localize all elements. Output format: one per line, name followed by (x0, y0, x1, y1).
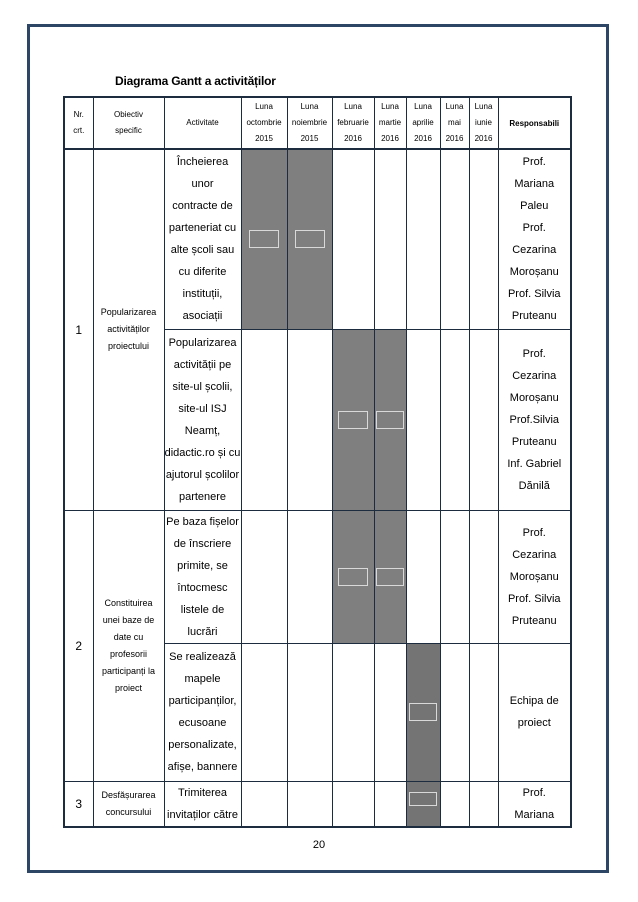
empty-month-cell (406, 329, 440, 510)
empty-month-cell (469, 329, 498, 510)
empty-month-cell (287, 643, 332, 781)
empty-month-cell (241, 510, 287, 643)
bar-marker (409, 703, 437, 721)
header-month-feb-2016: Luna februarie 2016 (332, 97, 374, 149)
activity-cell: Încheierea unor contracte de parteneriat cu alte școli sau cu diferite instituții, asociații (164, 149, 241, 329)
header-nr: Nr. crt. (64, 97, 93, 149)
empty-month-cell (241, 329, 287, 510)
bar-marker (409, 792, 437, 806)
empty-month-cell (374, 149, 406, 329)
responsible-cell: Prof. Cezarina Moroșanu Prof. Silvia Pruteanu (498, 510, 571, 643)
empty-month-cell (469, 643, 498, 781)
header-month-nov-2015: Luna noiembrie 2015 (287, 97, 332, 149)
responsible-cell: Prof. Cezarina Moroșanu Prof.Silvia Pruteanu Inf. Gabriel Dănilă (498, 329, 571, 510)
activity-cell: Se realizează mapele participanților, ecusoane personalizate, afișe, bannere (164, 643, 241, 781)
empty-month-cell (440, 643, 469, 781)
bar-marker (249, 230, 279, 248)
objective-cell: Constituirea unei baze de date cu profesorii participanți la proiect (93, 510, 164, 781)
header-objective: Obiectiv specific (93, 97, 164, 149)
empty-month-cell (406, 510, 440, 643)
bar-marker (295, 230, 325, 248)
responsible-cell: Prof. Mariana Paleu Prof. Cezarina Moroșanu Prof. Silvia Pruteanu (498, 149, 571, 329)
activity-cell: Trimiterea invitaților către (164, 781, 241, 827)
gantt-bar-mar-2016 (374, 329, 406, 510)
empty-month-cell (287, 510, 332, 643)
empty-month-cell (469, 781, 498, 827)
gantt-bar-mar-2016 (374, 510, 406, 643)
empty-month-cell (241, 643, 287, 781)
empty-month-cell (440, 329, 469, 510)
bar-marker (376, 411, 404, 429)
empty-month-cell (469, 510, 498, 643)
header-month-may-2016: Luna mai 2016 (440, 97, 469, 149)
empty-month-cell (440, 510, 469, 643)
empty-month-cell (469, 149, 498, 329)
gantt-table (63, 96, 572, 828)
gantt-bar-nov-2015 (287, 149, 332, 329)
empty-month-cell (406, 149, 440, 329)
header-activity: Activitate (164, 97, 241, 149)
chart-title: Diagrama Gantt a activităților (115, 74, 276, 88)
empty-month-cell (241, 781, 287, 827)
header-month-apr-2016: Luna aprilie 2016 (406, 97, 440, 149)
gantt-bar-feb-2016 (332, 510, 374, 643)
gantt-bar-oct-2015 (241, 149, 287, 329)
gantt-bar-apr-2016 (406, 781, 440, 827)
empty-month-cell (332, 643, 374, 781)
empty-month-cell (440, 149, 469, 329)
gantt-bar-feb-2016 (332, 329, 374, 510)
empty-month-cell (287, 781, 332, 827)
row-number: 3 (64, 781, 93, 827)
empty-month-cell (374, 781, 406, 827)
row-number: 1 (64, 149, 93, 510)
activity-row (64, 149, 571, 329)
header-row (64, 97, 571, 149)
gantt-bar-apr-2016 (406, 643, 440, 781)
empty-month-cell (287, 329, 332, 510)
empty-month-cell (374, 643, 406, 781)
header-month-jun-2016: Luna iunie 2016 (469, 97, 498, 149)
header-month-mar-2016: Luna martie 2016 (374, 97, 406, 149)
responsible-cell: Echipa de proiect (498, 643, 571, 781)
activity-row (64, 781, 571, 827)
objective-cell: Popularizarea activităților proiectului (93, 149, 164, 510)
bar-marker (376, 568, 404, 586)
activity-row (64, 510, 571, 643)
empty-month-cell (332, 781, 374, 827)
empty-month-cell (332, 149, 374, 329)
activity-cell: Pe baza fișelor de înscriere primite, se întocmesc listele de lucrări (164, 510, 241, 643)
responsible-cell: Prof. Mariana (498, 781, 571, 827)
page-number: 20 (312, 839, 326, 851)
bar-marker (338, 568, 368, 586)
empty-month-cell (440, 781, 469, 827)
bar-marker (338, 411, 368, 429)
activity-cell: Popularizarea activității pe site-ul școlii, site-ul ISJ Neamț, didactic.ro și cu ajutorul școlilor partenere (164, 329, 241, 510)
objective-cell: Desfășurarea concursului (93, 781, 164, 827)
header-responsible: Responsabili (498, 97, 571, 149)
header-month-oct-2015: Luna octombrie 2015 (241, 97, 287, 149)
row-number: 2 (64, 510, 93, 781)
